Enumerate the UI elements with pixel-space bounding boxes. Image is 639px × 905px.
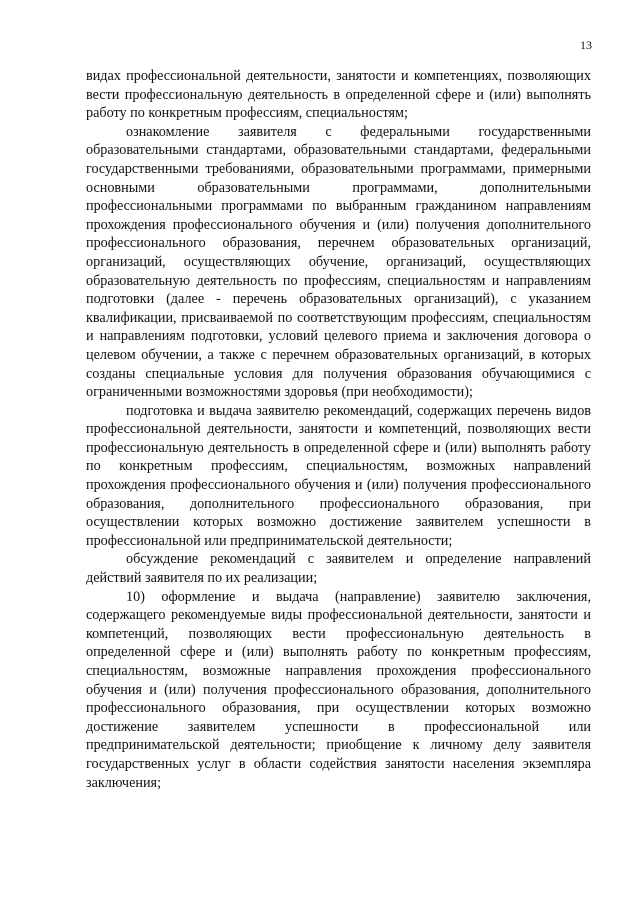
paragraph: 10) оформление и выдача (направление) заявителю заключения, содержащего рекомендуемые виды профессиональной деятельности, занятости и компетенций, позволяющих вести профессиональную деятельность в определенной сфере и (или) выполнять работу по конкретным профессиям, специальностям, возможные направления прохождения профессионального обучения и (или) получения профессионального образования, дополнительного профессионального образования, при осуществлении которых возможно достижение заявителем успешности в профессиональной или предпринимательской деятельности; приобщение к личному делу заявителя государственных услуг в области содействия занятости населения экземпляра заключения; [86, 588, 591, 791]
paragraph: ознакомление заявителя с федеральными государственными образовательными стандартами, образовательными стандартами, федеральными государственными требованиями, образовательными программами, примерными основными образовательными программами, дополнительными профессиональными программами по выбранным гражданином направлениям прохождения профессионального обучения и (или) получения дополнительного профессионального образования, перечнем образовательных организаций, организаций, осуществляющих обучение, организаций, осуществляющих образовательную деятельность по профессиям, специальностям и направлениям подготовки (далее - перечень образовательных организаций), с указанием квалификации, присваиваемой по соответствующим профессиям, специальностям и направлениям подготовки, условий целевого приема и заключения договора о целевом обучении, а также с перечнем образовательных организаций, в которых созданы специальные условия для получения образования обучающимися с ограниченными возможностями здоровья (при необходимости); [86, 123, 591, 401]
paragraph: подготовка и выдача заявителю рекомендаций, содержащих перечень видов профессиональной деятельности, занятости и компетенций, позволяющих вести профессиональную деятельность в определенной сфере и (или) выполнять работу по конкретным профессиям, специальностям, возможных направлений прохождения профессионального обучения и (или) получения профессионального образования, дополнительного профессионального образования, при осуществлении которых возможно достижение заявителем успешности в профессиональной или предпринимательской деятельности; [86, 402, 591, 549]
paragraph: видах профессиональной деятельности, занятости и компетенциях, позволяющих вести профессиональную деятельность в определенной сфере и (или) выполнять работу по конкретным профессиям, специальностям; [86, 68, 591, 122]
document-body [86, 67, 591, 792]
paragraph: обсуждение рекомендаций с заявителем и определение направлений действий заявителя по их реализации; [86, 551, 591, 587]
page-number: 13 [580, 38, 592, 52]
